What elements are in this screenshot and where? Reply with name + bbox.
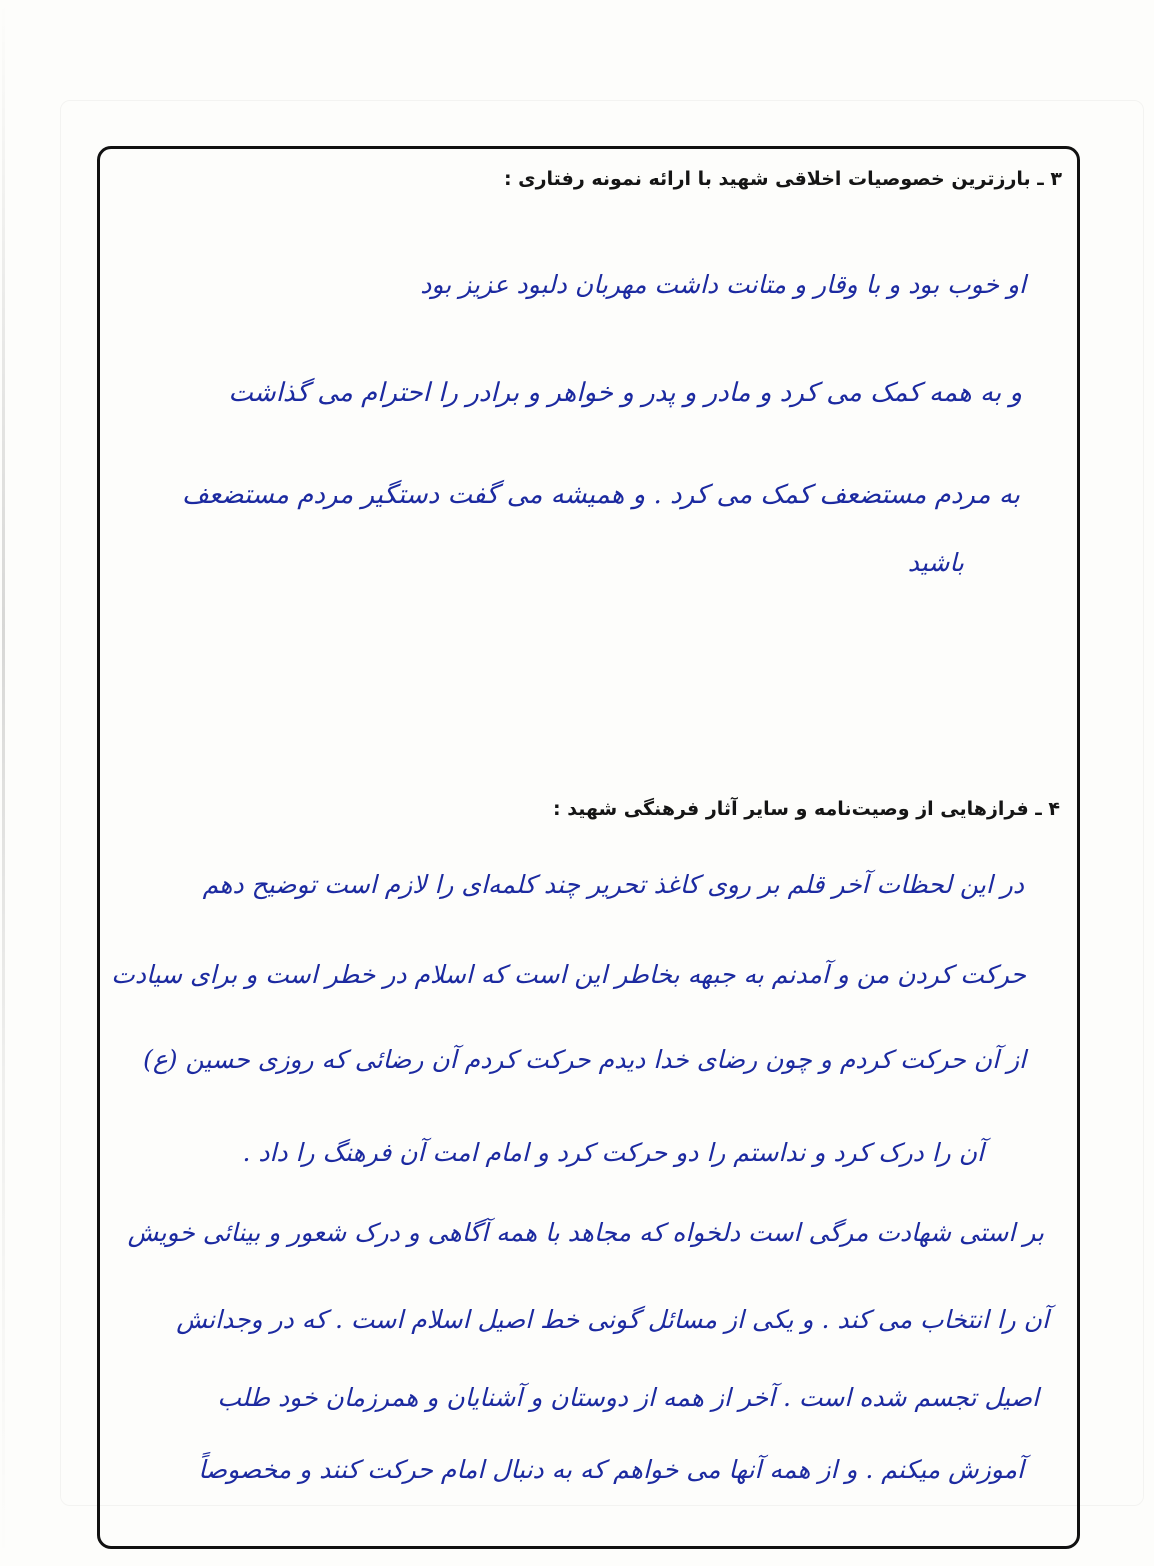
section-1-line-1: او خوب بود و با وقار و متانت داشت مهربان دلبود عزیز بود (420, 270, 1026, 299)
section-2-line-5: بر استی شهادت مرگی است دلخواه که مجاهد با همه آگاهی و درک شعور و بینائی خویش (127, 1218, 1044, 1247)
section-2-line-8: آموزش میکنم . و از همه آنها می خواهم که به دنبال امام حرکت کنند و مخصوصاً (198, 1455, 1024, 1484)
section-2-heading: ۴ ـ فرازهایی از وصیت‌نامه و سایر آثار فرهنگی شهید : (553, 798, 1060, 820)
page-edge-shadow (2, 0, 5, 1566)
section-2-line-6: آن را انتخاب می کند . و یکی از مسائل گونی خط اصیل اسلام است . که در وجدانش (176, 1305, 1049, 1334)
section-2-line-1: در این لحظات آخر قلم بر روی کاغذ تحریر چند کلمه‌ای را لازم است توضیح دهم (202, 870, 1024, 899)
section-2-line-7: اصیل تجسم شده است . آخر از همه از دوستان و آشنایان و همرزمان خود طلب (217, 1383, 1039, 1412)
section-2-line-4: آن را درک کرد و نداستم را دو حرکت کرد و امام امت آن فرهنگ را داد . (242, 1138, 984, 1167)
section-1-line-3: به مردم مستضعف کمک می کرد . و همیشه می گفت دستگیر مردم مستضعف (182, 480, 1020, 510)
section-1-line-4: باشید (907, 548, 964, 577)
section-2-line-2: حرکت کردن من و آمدنم به جبهه بخاطر این است که اسلام در خطر است و برای سیادت (111, 960, 1026, 989)
section-2-line-3: از آن حرکت کردم و چون رضای خدا دیدم حرکت کردم آن رضائی که روزی حسین (ع) (143, 1045, 1026, 1074)
form-frame (97, 146, 1080, 1549)
section-1-heading: ۳ ـ بارزترین خصوصیات اخلاقی شهید با ارائه نمونه رفتاری : (503, 168, 1062, 190)
section-1-line-2: و به همه کمک می کرد و مادر و پدر و خواهر و برادر را احترام می گذاشت (228, 378, 1022, 408)
